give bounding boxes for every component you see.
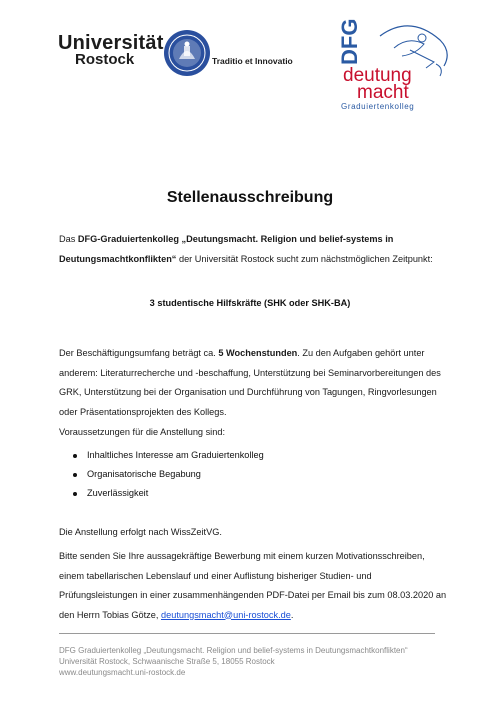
dfg-text: DFG — [337, 18, 362, 65]
gk-name-line1: deutung — [343, 65, 412, 86]
footer-website: www.deutungsmacht.uni-rostock.de — [59, 668, 186, 677]
bullet-icon — [73, 454, 77, 458]
email-link[interactable]: deutungsmacht@uni-rostock.de — [160, 609, 291, 620]
university-name-line1: Universität — [58, 32, 164, 54]
duties-paragraph — [59, 344, 447, 422]
footer-line1: DFG Graduiertenkolleg „Deutungsmacht. Religion und belief-systems in Deutungsmachtkonflikten“ — [59, 646, 408, 655]
application-text: Bitte senden Sie Ihre aussagekräftige Bewerbung mit einem kurzen Motivationsschreiben, einem tabellarischen Lebenslauf und einer Auflistung bisheriger Studien- und Prüfungsleistungen in einer zusammenhängenden PDF-Datei per Email bis zum 08.03.2020 an den Herrn Tobias Götze, — [59, 551, 447, 620]
duties-suffix: . Zu den Aufgaben gehört unter anderem: Literaturrecherche und -beschaffung, Unterstützung bei Seminarvorbereitungen des GRK, Unterstützung bei der Organisation und Durchführung von Tagungen, Ringvorlesungen oder Präsentationsprojekten des Kollegs. — [59, 348, 441, 417]
dfg-logo-icon — [336, 18, 362, 66]
position-title: 3 studentische Hilfskräfte (SHK oder SHK-BA) — [149, 298, 351, 308]
footer-line2: Universität Rostock, Schwaanische Straße 5, 18055 Rostock — [59, 657, 275, 666]
duties-prefix: Der Beschäftigungsumfang beträgt ca. — [59, 348, 219, 358]
document-title: Stellenausschreibung — [166, 189, 334, 206]
requirements-list — [59, 446, 264, 503]
intro-suffix: der Universität Rostock sucht zum nächstmöglichen Zeitpunkt: — [176, 253, 433, 264]
footer-divider — [59, 633, 435, 634]
list-item — [59, 484, 264, 503]
duties-bold: 5 Wochenstunden — [218, 348, 298, 358]
list-item — [59, 446, 264, 465]
bullet-icon — [73, 492, 77, 496]
application-paragraph — [59, 547, 447, 625]
intro-paragraph — [59, 230, 447, 269]
gk-name-line2: macht — [357, 82, 409, 103]
requirement-text: Zuverlässigkeit — [87, 488, 149, 498]
email-trailing: . — [290, 609, 294, 620]
requirement-text: Organisatorische Begabung — [87, 469, 201, 479]
intro-prefix: Das — [59, 234, 78, 244]
list-item — [59, 465, 264, 484]
university-name-line2: Rostock — [75, 51, 135, 68]
university-seal-icon — [163, 29, 211, 77]
university-motto: Traditio et Innovatio — [212, 56, 293, 66]
intro-bold: DFG-Graduiertenkolleg „Deutungsmacht. Religion und belief-systems in Deutungsmachtkonflikten“ — [59, 234, 394, 264]
requirement-text: Inhaltliches Interesse am Graduiertenkolleg — [87, 450, 264, 460]
requirements-label: Voraussetzungen für die Anstellung sind: — [59, 427, 225, 437]
graduiertenkolleg-label: Graduiertenkolleg — [341, 102, 415, 111]
bullet-icon — [73, 473, 77, 477]
wisszeitvg-note: Die Anstellung erfolgt nach WissZeitVG. — [59, 527, 222, 537]
